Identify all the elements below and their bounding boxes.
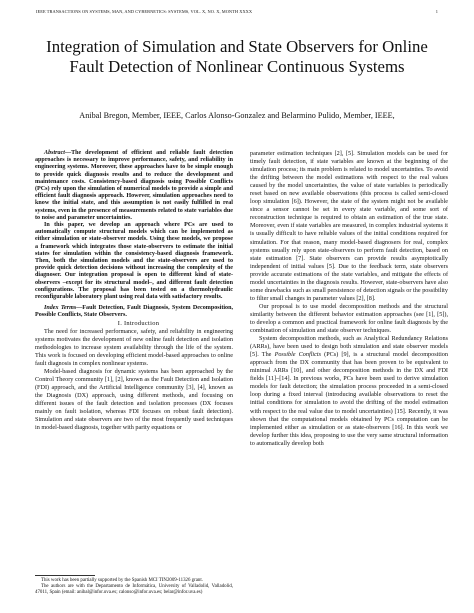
abstract-paragraph-2: In this paper, we develop an approach where PCs are used to automatically compute structural models which can be implemented as either simulation or state-observer models. Using these models, we propose a framework which integrates those state-observers to estimate the initial states for simulation within the consistency-based diagnosis framework. Then, both the simulation models and the state-observers are used to provide quick detection decisions without increasing the complexity of the diagnoser. Our integration proposal is open to different kind of state-observers –except for its structural model–, and different fault detection configurations. The proposal has been tested on a thermohydraulic reconfigurable laboratory plant using real data with satisfactory results. — [35, 222, 233, 301]
footnote-funding: This work has been partially supported by the Spanish MCI TIN2009-11326 grant. — [41, 578, 203, 583]
section-heading-introduction: I. Introduction — [117, 319, 160, 327]
footnote-affiliation: The authors are with the Departamento de Informática, University of Valladolid, Valladolid, 47011, Spain (email: anibal@infor.uva.es; calonso@infor.uva.es; belar@infor.uva.es) — [35, 584, 233, 595]
right-column — [250, 150, 448, 448]
footnotes — [35, 578, 233, 596]
index-terms-lead: Index Terms — [44, 305, 77, 312]
right-paragraph-1: parameter estimation techniques [2], [5]. Simulation models can be used for timely fault detection, if state variables are known at the beginning of the simulation process; its main problem is related to model uncertainties. To avoid the drifting between the model estimations with respect to the real values caused by the model uncertainties, the value of state variables is periodically reset based on new available observations (this process is called semi-closed loop simulation [6]). However, the state of the system might not be available since a sensor cannot be set in every state variable, and some sort of reconstruction technique is required to obtain an estimation of the true state. Moreover, even if state variables are measured, in complex industrial systems it is usually difficult to have reliable values of the initial conditions required for simulation. For that reason, many model-based diagnosers for real, complex systems usually rely upon state-observers to perform fault detection, based on state estimation [7]. State observers can provide results asymptotically independent of initial values [5]. Due to the feedback term, state observers provide accurate estimations of the state variables, and mitigate the effects of model uncertainties in the diagnosis results. However, state-observers have also some drawbacks such as small persistence of detection signals or the possibility to filter small changes in parameter values [2], [8]. — [250, 150, 448, 302]
right-paragraph-3 — [250, 335, 448, 448]
right-paragraph-3-a: System decomposition methods, such as Analytical Redundancy Relations (ARRs), have been used to design both simulation and state observer models [5]. The — [250, 335, 448, 359]
page-number: 1 — [435, 9, 438, 14]
abstract-lead: Abstract — [44, 150, 65, 156]
paper-title: Integration of Simulation and State Observers for Online Fault Detection of Nonlinear Continuous Systems — [46, 37, 428, 76]
intro-paragraph-2: Model-based diagnosis for dynamic systems has been approached by the Control Theory community [1], [2], known as the Fault Detection and Isolation (FDI) approach, and the Artificial Intelligence community [3], [4], known as the Diagnosis (DX) approach, using different methods, and focusing on different issues of the fault detection and isolation processes (DX focuses mainly on fault isolation, whereas FDI focuses on robust fault detection). Simulation and state observers are two of the most frequently used techniques in model-based diagnosis, together with parity equations or — [35, 367, 233, 432]
index-terms — [35, 305, 233, 319]
author-line: Anibal Bregon, Member, IEEE, Carlos Alonso-Gonzalez and Belarmino Pulido, Member, IEEE, — [79, 111, 395, 120]
right-paragraph-3-b: (PCs) [9], is a structural model decomposition approach from the DX community that has been proven to be equivalent to minimal ARRs [10], and other decomposition methods in the DX and FDI fields [11]–[14]. In previous works, PCs have been used to derive simulation models for fault detection; the simulation process proceeded in a semi-closed loop during a fixed interval (introducing available observations to reset the initial conditions for simulation to avoid the drifting of the model estimation with respect to the real value due to model uncertainties) [15]. Recently, it was shown that the computational models obtained by PCs computation can be implemented either as simulation or as state-observers [16]. In this work we develop further this idea, proposing to use the very same structural information to automatically develop both — [250, 351, 448, 447]
abstract-paragraph — [35, 150, 233, 222]
intro-paragraph-1: The need for increased performance, safety, and reliability in engineering systems motivates the development of new online fault detection and isolation methodologies to increase system availability through the life of the system. This work is focused on developing efficient model-based approaches to online fault diagnosis in complex nonlinear systems. — [35, 327, 233, 367]
footnote-divider — [35, 575, 95, 576]
possible-conflicts-term: Possible Conflicts — [274, 351, 322, 359]
abstract-text: —The development of efficient and reliable fault detection approaches is necessary to improve performance, safety, and reliability in engineering systems. Moreover, these approaches have to be simple enough to provide quick diagnosis results and to reduce the development and maintenance costs. Consistency-based diagnosis using Possible Conflicts (PCs) rely upon the simulation of numerical models to provide a simple and efficient fault diagnosis approach. However, simulation approaches need to know the initial state, and this assumption is not easily fulfilled in real systems, even in the presence of measurements related to state variables due to noise and parameter uncertainties. — [35, 150, 233, 221]
index-terms-text: —Fault Detection, Fault Diagnosis, System Decomposition, Possible Conflicts, State Observers. — [35, 305, 234, 319]
running-head: IEEE TRANSACTIONS ON SYSTEMS, MAN, AND CYBERNETICS: SYSTEMS, VOL. X, NO. X, MONTH XXXX — [36, 9, 253, 14]
left-column — [35, 150, 233, 432]
running-header — [36, 9, 438, 19]
right-paragraph-2: Our proposal is to use model decomposition methods and the structural similarity between the different behavior estimation approaches (see [1], [5]), to develop a common and practical framework for online fault diagnosis by the combination of simulation and state observer techniques. — [250, 302, 448, 335]
